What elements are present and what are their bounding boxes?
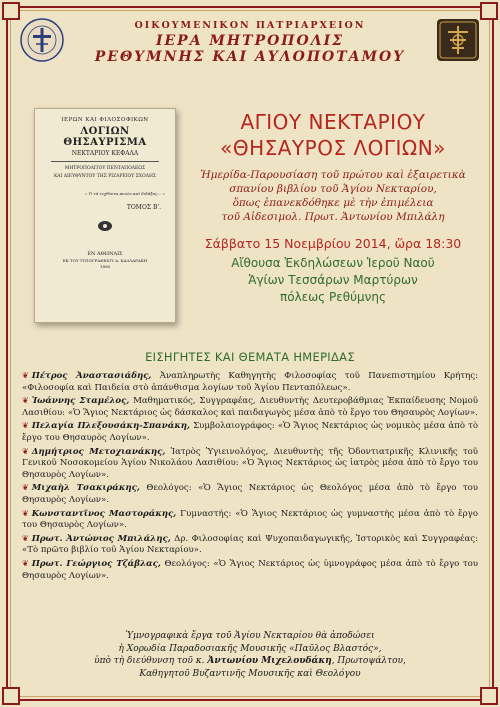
bullet-ornament-icon: ❦ — [22, 396, 29, 406]
book-quote: « Ὁ τὰ τεχθέντα ποιῶν καὶ διδάξας... » — [84, 190, 165, 196]
book-line: ΙΕΡΩΝ ΚΑΙ ΦΙΛΟΣΟΦΙΚΩΝ — [61, 117, 149, 123]
footer-text: ὑπὸ τὴ διεύθυνση τοῦ κ. — [94, 656, 208, 666]
metropolis-subtitle: ΡΕΘΥΜΝΗΣ ΚΑΙ ΑΥΛΟΠΟΤΑΜΟΥ — [94, 49, 406, 65]
choir-director-name: Ἀντωνίου Μιχελουδάκη — [207, 656, 332, 666]
bullet-ornament-icon: ❦ — [22, 483, 29, 493]
speaker-item — [22, 558, 478, 582]
speaker-topic: Συμβολαιογράφος: «Ὁ Ἅγιος Νεκτάριος ὡς νομικὸς μέσα ἀπὸ τὸ ἔργο του Θησαυρὸς Λογίων». — [22, 421, 479, 443]
speaker-name: Πρωτ. Ἀντώνιος Μπιλάλης, — [31, 533, 171, 544]
book-year: 1896 — [99, 263, 111, 269]
description-line: ὅπως ἐπανεκδόθηκε μὲ τὴν ἐπιμέλεια — [232, 197, 434, 209]
footer-text: , Πρωτοψάλτου, — [331, 656, 406, 666]
speaker-item — [22, 446, 478, 482]
footer-line: ἡ Χορωδία Παραδοσιακῆς Μουσικῆς «Παῦλος Βλαστός», — [118, 643, 382, 654]
header — [70, 20, 430, 65]
metropolis-title: ΙΕΡΑ ΜΗΤΡΟΠΟΛΙΣ — [155, 33, 345, 49]
event-date: Σάββατο 15 Νοεμβρίου 2014, ὥρα 18:30 — [204, 236, 462, 251]
book-line: ΚΑΙ ΔΙΕΥΘΥΝΤΟΥ ΤΗΣ ΡΙΖΑΡΕΙΟΥ ΣΧΟΛΗΣ — [53, 173, 157, 179]
description-line: τοῦ Αἰδεσιμολ. Πρωτ. Ἀντωνίου Μπιλάλη — [221, 211, 445, 223]
book-printer: ΕΚ ΤΟΥ ΤΥΠΟΓΡΑΦΕΙΟΥ Α. ΚΑΛΛΑΡΑΚΗ — [62, 257, 148, 263]
corner-ornament — [2, 687, 20, 705]
book-cover-image — [34, 108, 176, 323]
speaker-name: Ἰωάννης Σταμέλος, — [31, 396, 130, 407]
speaker-name: Πελαγία Πλεξουσάκη-Σπανάκη, — [31, 421, 191, 432]
speaker-topic: Ἀναπληρωτὴς Καθηγητὴς Φιλοσοφίας τοῦ Πανεπιστημίου Κρήτης: «Φιλοσοφία καὶ Παιδεία στὸ ἀπάνθισμα λογίων τοῦ Ἁγίου Πενταπόλεως». — [22, 371, 478, 393]
footer-note — [30, 630, 470, 680]
speaker-topic: Θεολόγος: «Ὁ Ἅγιος Νεκτάριος ὡς Θεολόγος μέσα ἀπὸ τὸ ἔργο του Θησαυρὸς Λογίων». — [22, 483, 479, 505]
bullet-ornament-icon: ❦ — [22, 533, 29, 543]
speaker-name: Πέτρος Ἀναστασιάδης, — [31, 371, 152, 381]
metropolis-emblem-icon — [436, 18, 480, 62]
speaker-name: Μιχαὴλ Τσακιράκης, — [31, 483, 140, 494]
corner-ornament — [480, 2, 498, 20]
description-line: σπανίου βιβλίου τοῦ Ἁγίου Νεκταρίου, — [229, 183, 437, 195]
book-divider — [51, 161, 159, 162]
book-emblem-icon — [96, 219, 114, 233]
venue-line: Αἴθουσα Ἐκδηλώσεων Ἱεροῦ Ναοῦ — [231, 256, 435, 270]
patriarchate-title: ΟΙΚΟΥΜΕΝΙΚΟΝ ΠΑΤΡΙΑΡΧΕΙΟΝ — [134, 20, 366, 31]
speaker-topic: Ἰατρὸς Ὑγιεινολόγος, Διευθυντὴς τῆς Ὀδοντιατρικῆς Κλινικῆς τοῦ Γενικοῦ Νοσοκομείου Ἁγίου Νικολάου Λασιθίου: «Ὁ Ἅγιος Νεκτάριος ὡς ἰατρὸς μέσα ἀπὸ τὸ ἔργο του Θησαυρὸς Λογίων». — [22, 446, 478, 480]
speaker-item — [22, 395, 478, 419]
speaker-item — [22, 420, 478, 444]
speaker-topic: Θεολόγος: «Ὁ Ἅγιος Νεκτάριος ὡς ὑμνογράφος μέσα ἀπὸ τὸ ἔργο του Θησαυρὸς Λογίων». — [22, 558, 478, 581]
bullet-ornament-icon: ❦ — [22, 508, 29, 518]
book-title: ΛΟΓΙΩΝ ΘΗΣΑΥΡΙΣΜΑ — [63, 126, 147, 148]
speaker-item — [22, 508, 478, 532]
speakers-list — [22, 370, 478, 583]
footer-line: Ὑμνογραφικὰ ἔργα τοῦ Ἁγίου Νεκταρίου θὰ ἀποδώσει — [125, 631, 375, 641]
book-volume: ΤΟΜΟΣ Β'. — [126, 203, 161, 211]
corner-ornament — [480, 687, 498, 705]
bullet-ornament-icon: ❦ — [22, 446, 29, 456]
venue-line: πόλεως Ρεθύμνης — [279, 290, 387, 304]
event-description — [186, 168, 480, 224]
speaker-topic: Γυμναστής: «Ὁ Ἅγιος Νεκτάριος ὡς γυμναστὴς μέσα ἀπὸ τὸ ἔργο του Θησαυρὸς Λογίων». — [22, 508, 478, 531]
description-line: Ἡμερίδα-Παρουσίαση τοῦ πρώτου καὶ ἐξαιρετικὰ — [200, 169, 466, 181]
bullet-ornament-icon: ❦ — [22, 558, 29, 568]
bullet-ornament-icon: ❦ — [22, 371, 29, 380]
event-subtitle: «ΘΗΣΑΥΡΟΣ ΛΟΓΙΩΝ» — [220, 136, 446, 160]
book-author: ΝΕΚΤΑΡΙΟΥ ΚΕΦΑΛΑ — [71, 150, 139, 157]
venue-line: Ἁγίων Τεσσάρων Μαρτύρων — [248, 273, 418, 287]
speaker-item — [22, 370, 478, 394]
footer-line: Καθηγητοῦ Βυζαντινῆς Μουσικῆς καὶ Θεολόγου — [139, 668, 361, 679]
speaker-name: Δημήτριος Μετοχιανάκης, — [31, 446, 166, 457]
corner-ornament — [2, 2, 20, 20]
speaker-topic: Μαθηματικός, Συγγραφέας, Διευθυντὴς Δευτεροβάθμιας Ἐκπαίδευσης Νομοῦ Λασιθίου: «Ὁ Ἅγιος Νεκτάριος ὡς δάσκαλος καὶ παιδαγωγὸς μέσα ἀπὸ τὸ ἔργο του Θησαυρὸς Λογίων». — [22, 396, 478, 418]
speakers-heading: ΕΙΣΗΓΗΤΕΣ ΚΑΙ ΘΕΜΑΤΑ ΗΜΕΡΙΔΑΣ — [145, 350, 355, 364]
event-title-block — [186, 110, 480, 306]
event-title: ΑΓΙΟΥ ΝΕΚΤΑΡΙΟΥ — [240, 110, 426, 134]
footer-line — [30, 655, 470, 668]
book-place: ΕΝ ΑΘΗΝΑΙΣ — [87, 250, 123, 257]
speaker-item — [22, 533, 478, 557]
speaker-name: Κωνσταντῖνος Μαστοράκης, — [31, 508, 177, 519]
speaker-name: Πρωτ. Γεώργιος Τζάβλας, — [31, 558, 161, 569]
book-line: ΜΗΤΡΟΠΟΛΙΤΟΥ ΠΕΝΤΑΠΟΛΕΩΣ — [64, 166, 146, 171]
bullet-ornament-icon: ❦ — [22, 421, 29, 431]
patriarchate-seal-icon — [20, 18, 64, 62]
event-venue — [186, 255, 480, 306]
speaker-topic: Δρ. Φιλοσοφίας καὶ Ψυχοπαιδαγωγικῆς, Ἱστορικὸς καὶ Συγγραφέας: «Τὸ πρῶτο βιβλίο τοῦ Ἁγίου Νεκταρίου». — [22, 533, 478, 556]
speaker-item — [22, 482, 478, 506]
